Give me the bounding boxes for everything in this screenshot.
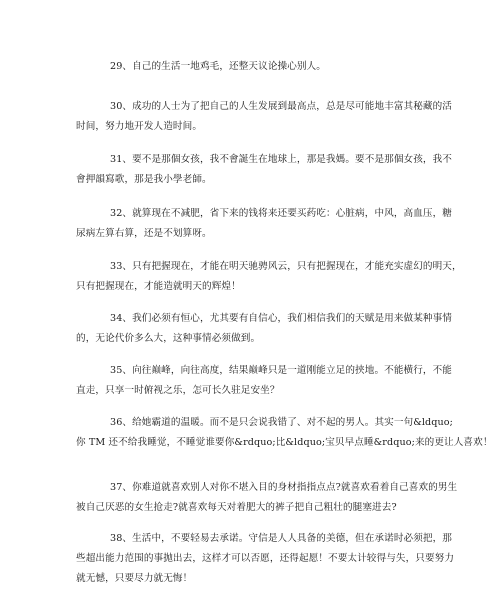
paragraph-line: 32、就算现在不减肥，省下来的钱将来还要买药吃：心脏病，中风，高血压，糖: [110, 208, 452, 219]
paragraph-line: 31、要不是那個女孩，我不會誕生在地球上，那是我媽。要不是那個女孩，我不: [110, 154, 452, 165]
paragraph-32: [76, 204, 452, 244]
paragraph-line: 33、只有把握现在，才能在明天驰骋风云，只有把握现在，才能充实虚幻的明天，: [110, 261, 462, 272]
paragraph-37: [76, 478, 458, 518]
paragraph-line: 些超出能力范围的事抛出去，这样才可以否愿，还得起愿！不要太计较得与失，只要努力: [76, 553, 455, 564]
paragraph-35: [76, 361, 452, 401]
paragraph-line: 直走，只享一时俯视之乐，怎可长久驻足安坐？: [76, 385, 280, 396]
paragraph-line: 35、向往巅峰，向往高度，结果巅峰只是一道刚能立足的挟地。不能横行，不能: [110, 365, 452, 376]
paragraph-line: 會押韻寫歌，那是我小學老師。: [76, 174, 212, 185]
paragraph-line: 29、自己的生活一地鸡毛，还整天议论操心别人。: [110, 61, 326, 72]
paragraph-34: [76, 309, 452, 349]
paragraph-line: 就无憾，只要尽力就无悔！: [76, 573, 193, 584]
paragraph-line: 34、我们必须有恒心，尤其要有自信心，我们相信我们的天赋是用来做某种事情: [110, 313, 452, 324]
paragraph-line: 被自己厌恶的女生抢走?就喜欢每天对着肥大的裤子把自己粗壮的腿塞进去?: [76, 502, 397, 513]
paragraph-30: [76, 97, 452, 137]
paragraph-line: 尿病左算右算，还是不划算呀。: [76, 228, 212, 239]
paragraph-line: 37、你难道就喜欢别人对你不堪入目的身材指指点点?就喜欢看着自己喜欢的男生: [110, 482, 458, 493]
paragraph-line: 只有把握现在，才能造就明天的辉煌！: [76, 281, 241, 292]
paragraph-line: 36、给她霸道的温暖。而不是只会说我错了、对不起的男人。其实一句&ldquo;: [110, 417, 453, 428]
paragraph-38: [76, 529, 455, 589]
paragraph-36: [76, 413, 493, 453]
paragraph-33: [76, 257, 462, 297]
paragraph-line: 38、生活中，不要轻易去承诺。守信是人人具备的美德，但在承诺时必须把，那: [110, 533, 452, 544]
paragraph-line: 时间，努力地开发人造时间。: [76, 121, 203, 132]
paragraph-line: 你 TM 还不给我睡觉，不睡觉谁要你&rdquo;比&ldquo;宝贝早点睡&rdquo;来的更让人喜欢！: [76, 437, 493, 448]
paragraph-29: [76, 57, 432, 77]
paragraph-line: 的，无论代价多么大，这种事情必须做到。: [76, 333, 261, 344]
paragraph-31: [76, 150, 452, 190]
paragraph-line: 30、成功的人士为了把自己的人生发展到最高点，总是尽可能地丰富其秘藏的活: [110, 101, 452, 112]
